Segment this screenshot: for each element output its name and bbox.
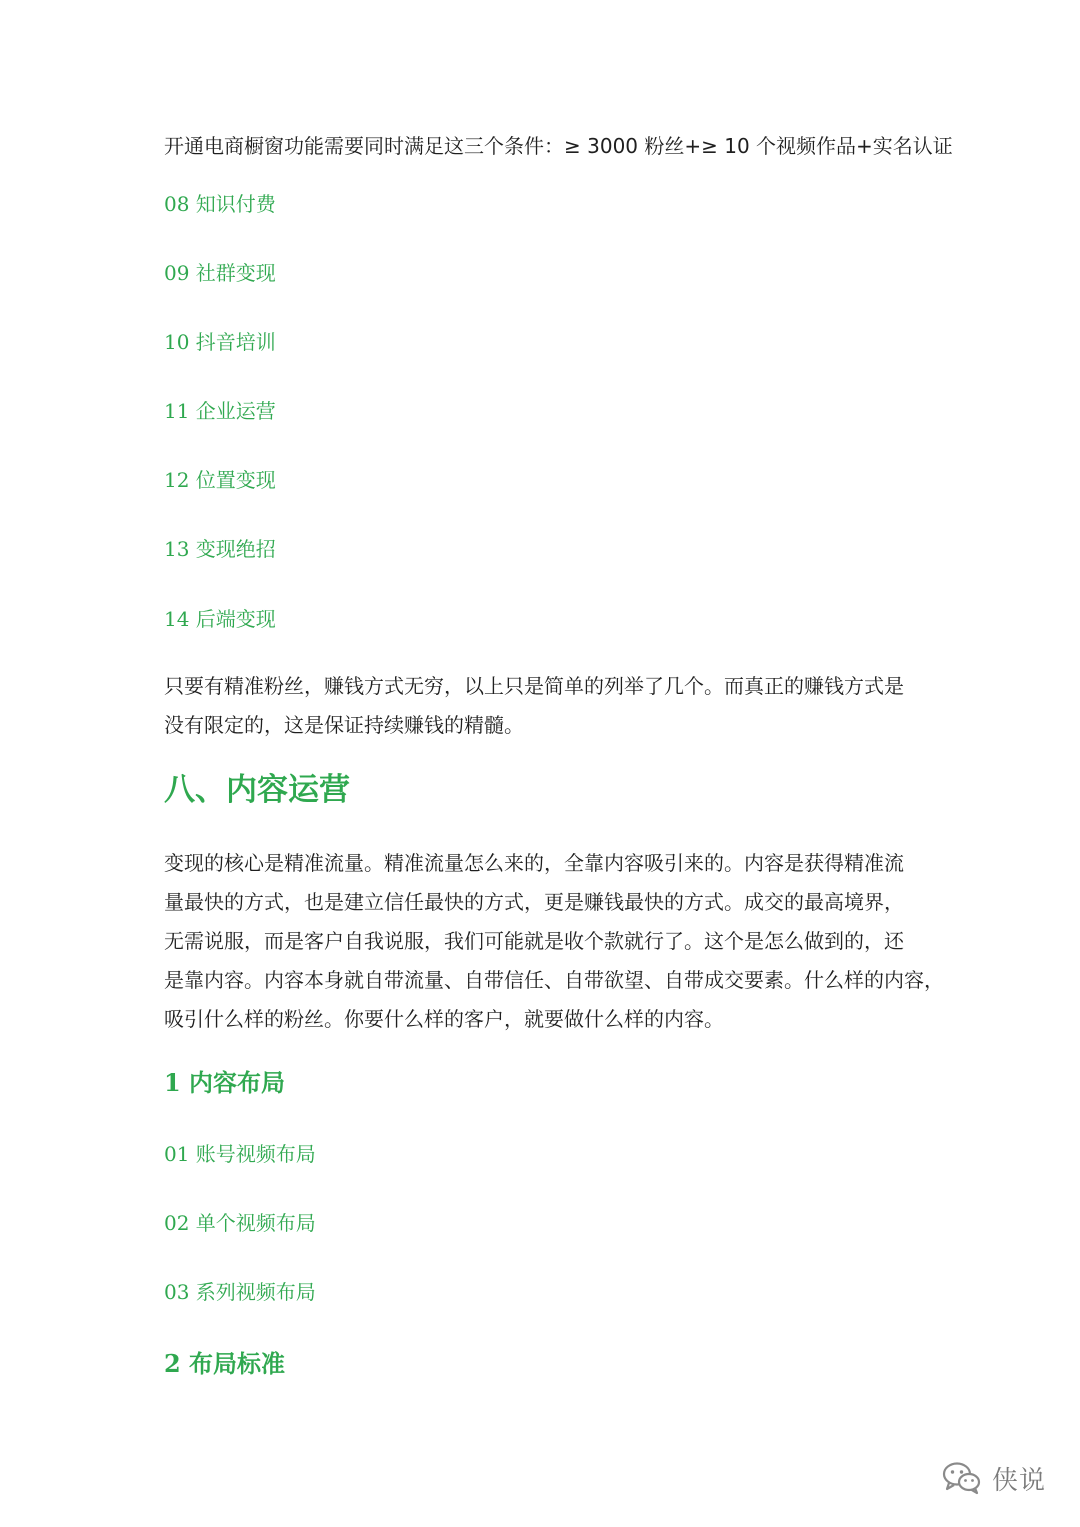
layout-item: 02 单个视频布局 bbox=[164, 1211, 316, 1235]
layout-item: 01 账号视频布局 bbox=[164, 1142, 316, 1166]
watermark bbox=[942, 1455, 1046, 1501]
monetization-item: 14 后端变现 bbox=[164, 607, 276, 631]
monetization-item: 08 知识付费 bbox=[164, 192, 276, 216]
monetization-item: 11 企业运营 bbox=[164, 399, 276, 423]
section-body-line: 吸引什么样的粉丝。你要什么样的客户，就要做什么样的内容。 bbox=[164, 1007, 724, 1031]
summary-line: 没有限定的，这是保证持续赚钱的精髓。 bbox=[164, 713, 524, 737]
section-body-line: 是靠内容。内容本身就自带流量、自带信任、自带欲望、自带成交要素。什么样的内容， bbox=[164, 968, 944, 992]
intro-condition-text: 开通电商橱窗功能需要同时满足这三个条件：≥ 3000 粉丝+≥ 10 个视频作品+实名认证 bbox=[164, 134, 953, 158]
section-body-line: 量最快的方式，也是建立信任最快的方式，更是赚钱最快的方式。成交的最高境界， bbox=[164, 890, 904, 914]
section-body-line: 无需说服，而是客户自我说服，我们可能就是收个款就行了。这个是怎么做到的，还 bbox=[164, 929, 904, 953]
subsection-title: 2 布局标准 bbox=[164, 1349, 286, 1378]
layout-item: 03 系列视频布局 bbox=[164, 1280, 316, 1304]
watermark-text: 侠说 bbox=[992, 1465, 1047, 1496]
monetization-item: 09 社群变现 bbox=[164, 261, 276, 285]
subsection-title: 1 内容布局 bbox=[164, 1068, 286, 1097]
section-heading: 八、内容运营 bbox=[164, 772, 350, 808]
monetization-item: 10 抖音培训 bbox=[164, 330, 276, 354]
monetization-item: 12 位置变现 bbox=[164, 468, 276, 492]
section-body-paragraph bbox=[164, 844, 944, 1039]
summary-paragraph bbox=[164, 667, 904, 745]
section-body-line: 变现的核心是精准流量。精准流量怎么来的，全靠内容吸引来的。内容是获得精准流 bbox=[164, 851, 904, 875]
wechat-icon bbox=[942, 1461, 982, 1495]
summary-line: 只要有精准粉丝，赚钱方式无穷，以上只是简单的列举了几个。而真正的赚钱方式是 bbox=[164, 674, 904, 698]
monetization-item: 13 变现绝招 bbox=[164, 537, 276, 561]
